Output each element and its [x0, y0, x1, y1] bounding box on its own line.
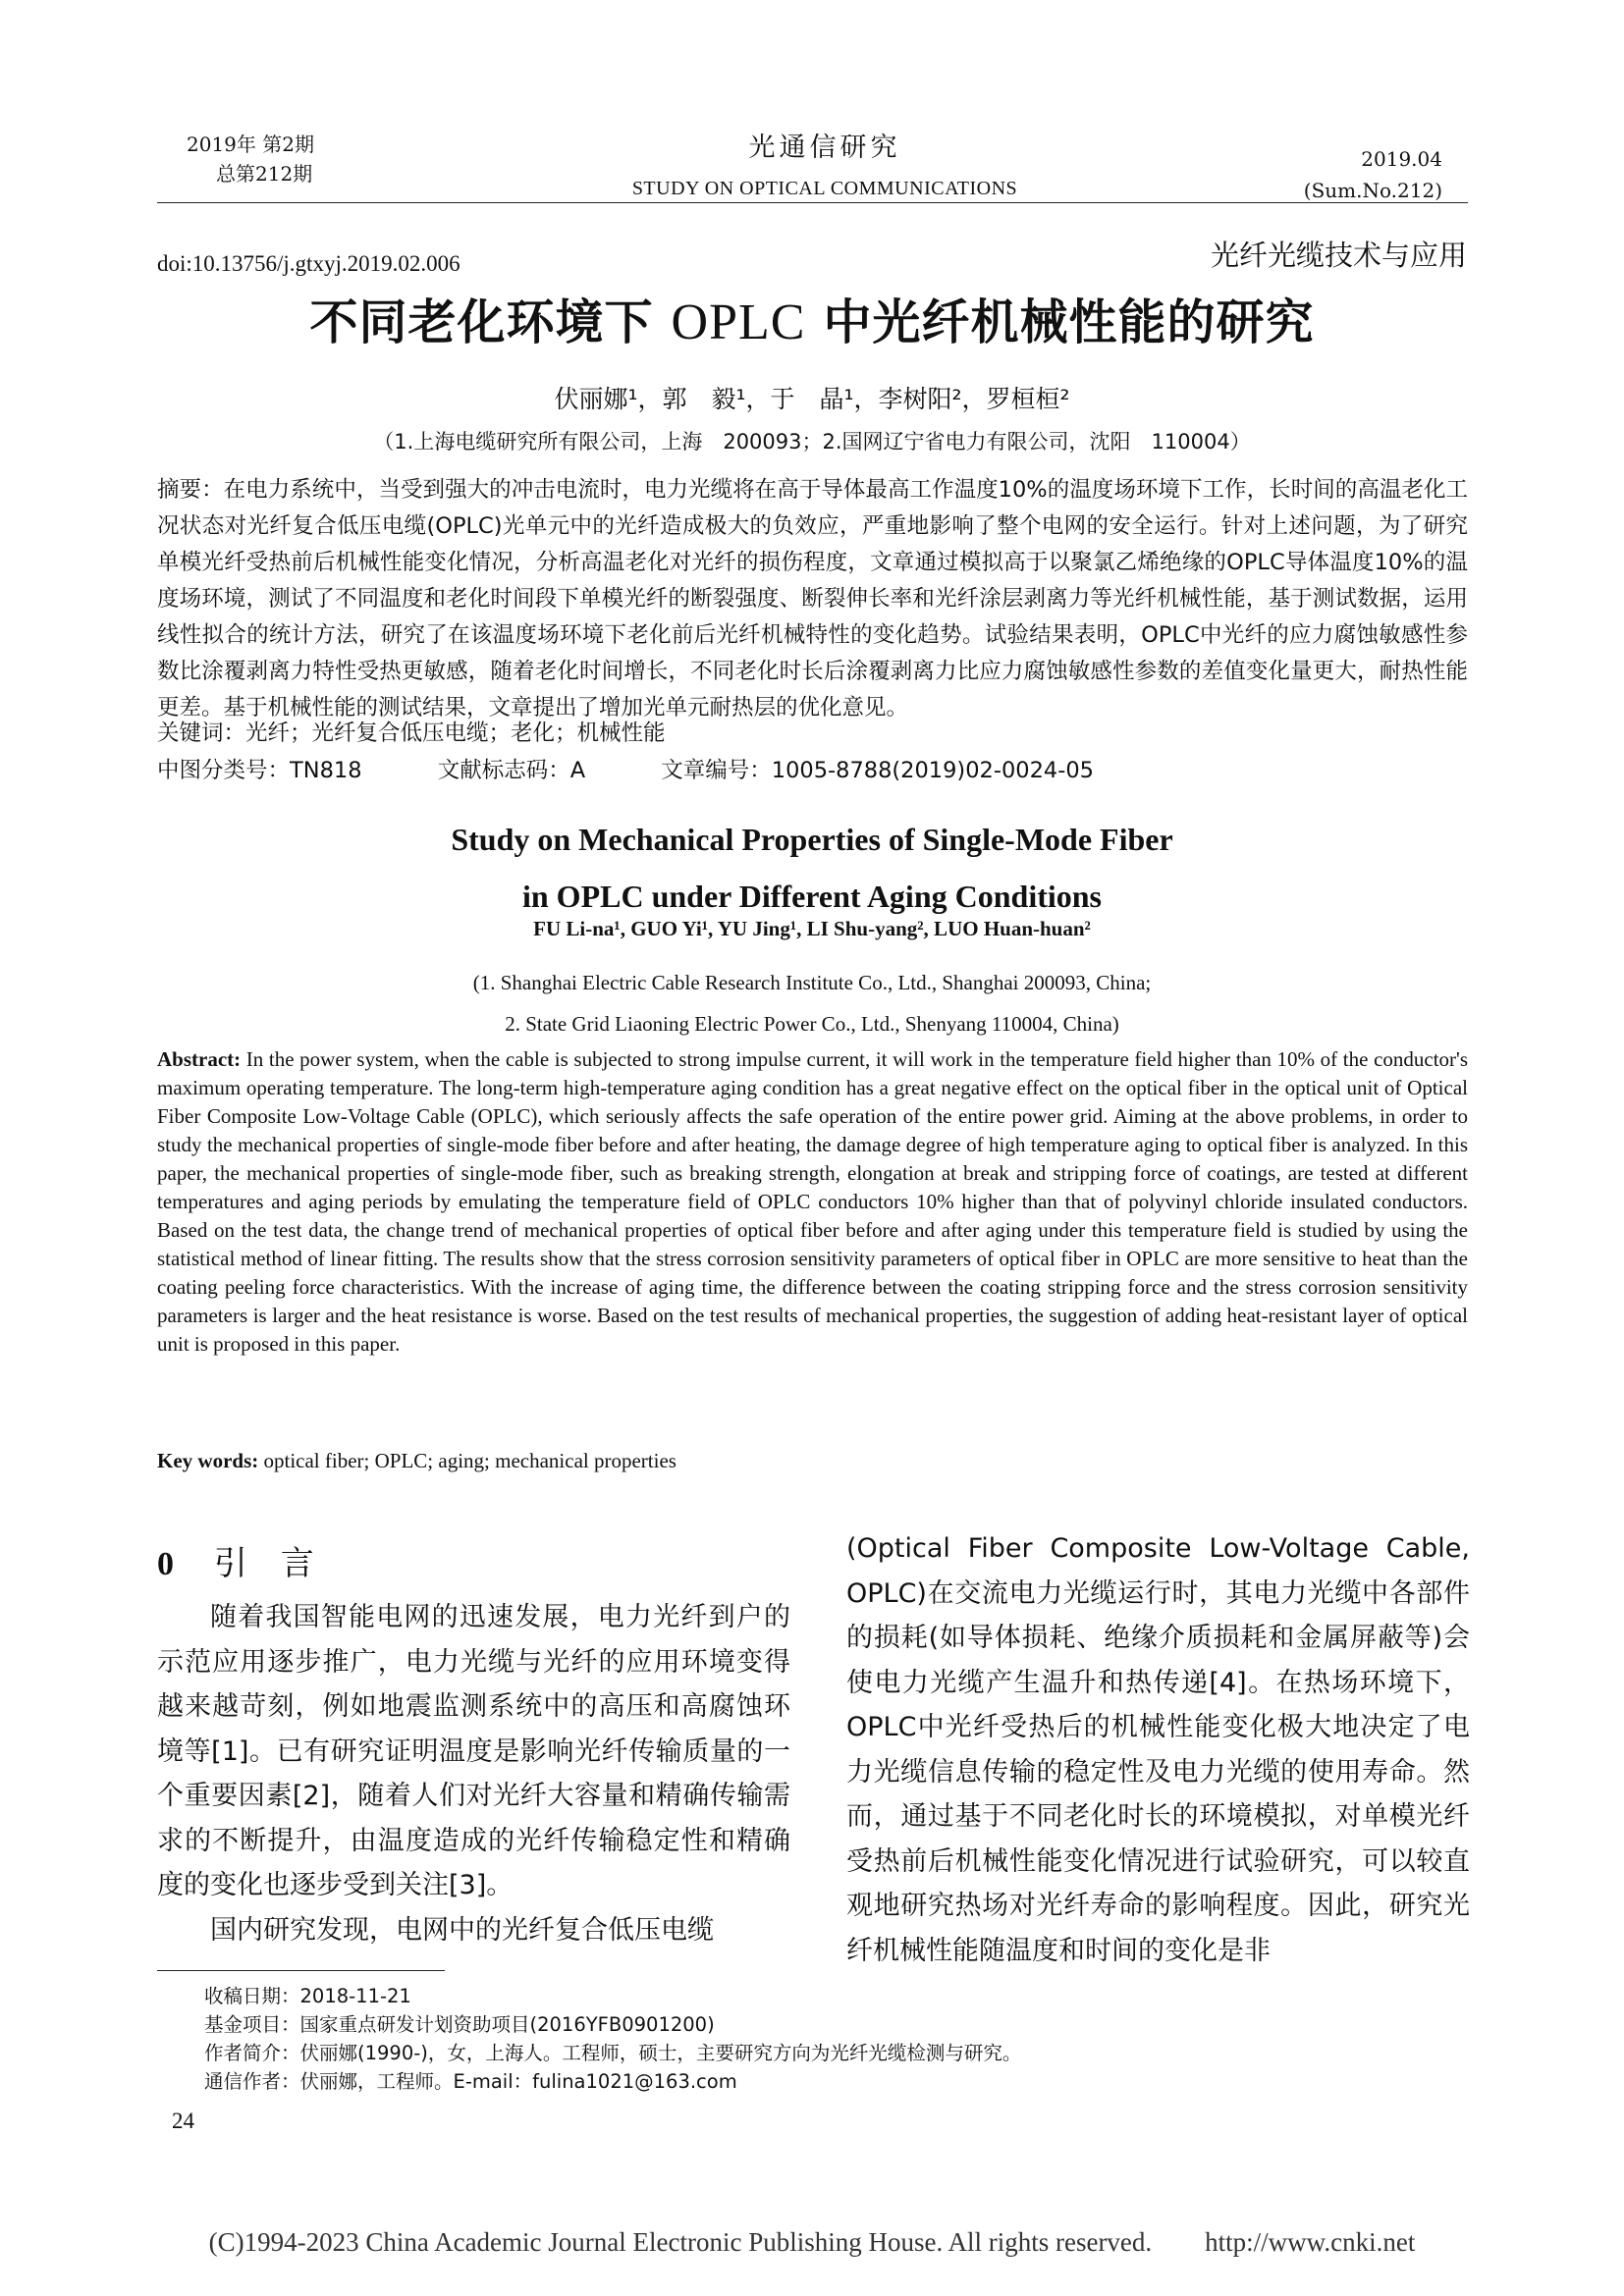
- classification-row: [157, 756, 1094, 785]
- abstract-en-text: In the power system, when the cable is subjected to strong impulse current, it will work in the temperature field higher than 10% of the conductor's maximum operating temperature. The long-term high-temperature aging condition has a great negative effect on the optical fiber in the optical unit of Optical Fiber Composite Low-Voltage Cable (OPLC), which seriously affects the safe operation of the entire power grid. Aiming at the above problems, in order to study the mechanical properties of single-mode fiber before and after heating, the damage degree of high temperature aging to optical fiber is analyzed. In this paper, the mechanical properties of single-mode fiber, such as breaking strength, elongation at break and stripping force of coatings, are tested at different temperatures and aging periods by emulating the temperature field of OPLC conductors 10% higher than that of polyvinyl chloride insulated conductors. Based on the test data, the change trend of mechanical properties of optical fiber before and after aging under this temperature field is studied by using the statistical method of linear fitting. The results show that the stress corrosion sensitivity parameters of optical fiber in OPLC are more sensitive to heat than the coating peeling force characteristics. With the increase of aging time, the difference between the coating stripping force and the stress corrosion sensitivity parameters is larger and the heat resistance is worse. Based on the test results of mechanical properties, the suggestion of adding heat-resistant layer of optical unit is proposed in this paper.: [157, 1047, 1468, 1356]
- keywords-en-label: Key words:: [157, 1449, 259, 1472]
- journal-name-cn: 光通信研究: [748, 133, 901, 163]
- footnotes: [204, 1982, 1021, 2096]
- body-paragraph: (Optical Fiber Composite Low-Voltage Cable, OPLC)在交流电力光缆运行时，其电力光缆中各部件的损耗(如导体损耗、绝缘介质损耗和金属屏蔽等)会使电力光缆产生温升和热传递[4]。在热场环境下，OPLC中光纤受热后的机械性能变化极大地决定了电力光缆信息传输的稳定性及电力光缆的使用寿命。然而，通过基于不同老化时长的环境模拟，对单模光纤受热前后机械性能变化情况进行试验研究，可以较直观地研究热场对光纤寿命的影响程度。因此，研究光纤机械性能随温度和时间的变化是非: [846, 1533, 1470, 1966]
- page-number: 24: [172, 2109, 194, 2133]
- affiliations-cn: （1.上海电缆研究所有限公司，上海 200093；2.国网辽宁省电力有限公司，沈阳 110004）: [373, 430, 1251, 454]
- title-en-line-1: Study on Mechanical Properties of Single-Mode Fiber: [451, 822, 1173, 857]
- date-info: [1304, 143, 1442, 206]
- section-number: 0: [157, 1546, 174, 1582]
- affiliation-en-line-1: (1. Shanghai Electric Cable Research Institute Co., Ltd., Shanghai 200093, China;: [472, 971, 1152, 994]
- affiliations-en: [0, 962, 1624, 1044]
- keywords-en: [157, 1449, 677, 1473]
- title-part-3: 中光纤机械性能的研究: [823, 294, 1315, 350]
- body-right-column: [846, 1526, 1470, 1973]
- affiliation-en-line-2: 2. State Grid Liaoning Electric Power Co., Ltd., Shenyang 110004, China): [505, 1012, 1119, 1036]
- authors-en: FU Li-na¹, GUO Yi¹, YU Jing¹, LI Shu-yang², LUO Huan-huan²: [533, 917, 1091, 940]
- header-rule: [157, 202, 1468, 203]
- abstract-en: [157, 1045, 1468, 1359]
- footnote-fund: 基金项目：国家重点研发计划资助项目(2016YFB0901200): [204, 2013, 715, 2036]
- paper-title-cn: [0, 285, 1624, 353]
- title-en-line-2: in OPLC under Different Aging Conditions: [521, 879, 1102, 914]
- clc-number: 中图分类号：TN818: [157, 758, 362, 783]
- issue-line: 2019年 第2期: [187, 133, 314, 156]
- footnote-corresponding: 通信作者：伏丽娜，工程师。E-mail：fulina1021@163.com: [204, 2070, 737, 2093]
- title-part-1: 不同老化环境下: [309, 294, 654, 350]
- journal-name: [550, 126, 1100, 200]
- article-number: 文章编号：1005-8788(2019)02-0024-05: [661, 758, 1094, 783]
- section-heading: [157, 1536, 314, 1584]
- doc-code: 文献标志码：A: [437, 758, 586, 783]
- doi: doi:10.13756/j.gtxyj.2019.02.006: [157, 251, 460, 276]
- section-title: 引 言: [213, 1544, 314, 1583]
- date-line: 2019.04: [1361, 147, 1442, 171]
- journal-name-en: STUDY ON OPTICAL COMMUNICATIONS: [631, 178, 1018, 199]
- copyright-footer: (C)1994-2023 China Academic Journal Electronic Publishing House. All rights reserved. http://www.cnki.net: [208, 2227, 1416, 2257]
- abstract-cn: 摘要：在电力系统中，当受到强大的冲击电流时，电力光缆将在高于导体最高工作温度10%的温度场环境下工作，长时间的高温老化工况状态对光纤复合低压电缆(OPLC)光单元中的光纤造成极大的负效应，严重地影响了整个电网的安全运行。针对上述问题，为了研究单模光纤受热前后机械性能变化情况，分析高温老化对光纤的损伤程度，文章通过模拟高于以聚氯乙烯绝缘的OPLC导体温度10%的温度场环境，测试了不同温度和老化时间段下单模光纤的断裂强度、断裂伸长率和光纤涂层剥离力等光纤机械性能，基于测试数据，运用线性拟合的统计方法，研究了在该温度场环境下老化前后光纤机械特性的变化趋势。试验结果表明，OPLC中光纤的应力腐蚀敏感性参数比涂覆剥离力特性受热更敏感，随着老化时间增长，不同老化时长后涂覆剥离力比应力腐蚀敏感性参数的差值变化量更大，耐热性能更差。基于机械性能的测试结果，文章提出了增加光单元耐热层的优化意见。: [157, 477, 1468, 721]
- body-paragraph: 国内研究发现，电网中的光纤复合低压电缆: [210, 1914, 714, 1946]
- sum-no-line: (Sum.No.212): [1303, 179, 1442, 202]
- paper-title-en: [0, 811, 1624, 925]
- authors-cn: 伏丽娜¹，郭 毅¹，于 晶¹，李树阳²，罗桓桓²: [554, 385, 1070, 413]
- keywords-en-text: optical fiber; OPLC; aging; mechanical properties: [263, 1449, 677, 1472]
- column-tag: 光纤光缆技术与应用: [1210, 239, 1467, 272]
- body-paragraph: 随着我国智能电网的迅速发展，电力光纤到户的示范应用逐步推广，电力光缆与光纤的应用环境变得越来越苛刻，例如地震监测系统中的高压和高腐蚀环境等[1]。已有研究证明温度是影响光纤传输质量的一个重要因素[2]，随着人们对光纤大容量和精确传输需求的不断提升，由温度造成的光纤传输稳定性和精确度的变化也逐步受到关注[3]。: [157, 1602, 790, 1900]
- footnote-received: 收稿日期：2018-11-21: [204, 1985, 411, 2007]
- abstract-en-label: Abstract:: [157, 1047, 242, 1071]
- title-part-2: OPLC: [671, 294, 806, 350]
- body-left-column: [157, 1595, 790, 1952]
- footnote-bio: 作者简介：伏丽娜(1990-)，女，上海人。工程师，硕士，主要研究方向为光纤光缆检测与研究。: [204, 2042, 1022, 2064]
- issue-info: [187, 130, 314, 188]
- footnote-rule: [157, 1970, 445, 1971]
- keywords-cn: 关键词：光纤；光纤复合低压电缆；老化；机械性能: [157, 721, 666, 746]
- total-issue-line: 总第212期: [216, 162, 313, 186]
